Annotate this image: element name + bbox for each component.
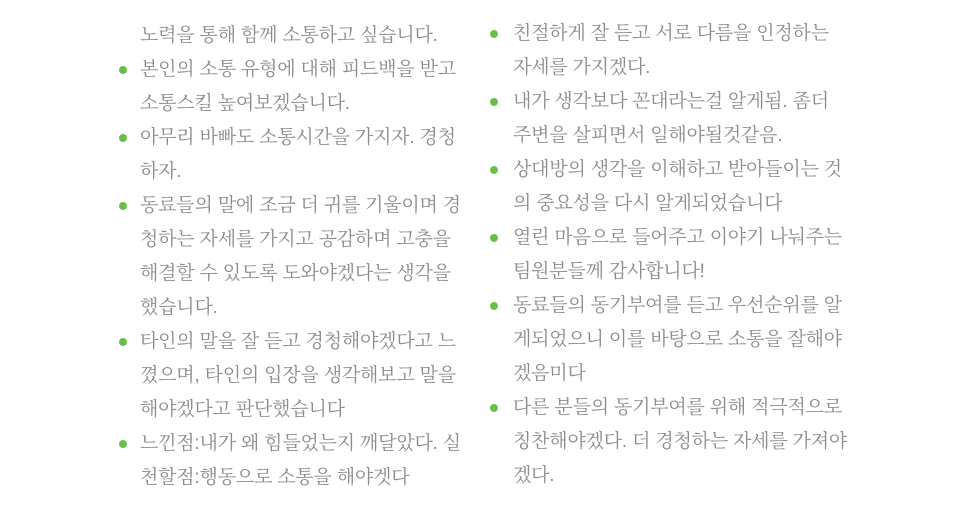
bullet-icon [119, 66, 127, 74]
bullet-icon [119, 440, 127, 448]
feedback-item [513, 289, 849, 391]
feedback-item [140, 189, 472, 325]
feedback-item-text: 내가 생각보다 꼰대라는걸 알게됨. 좀더 주변을 살피면서 일해야될것같음. [513, 91, 829, 146]
bullet-icon [490, 98, 498, 106]
feedback-item [513, 17, 849, 85]
feedback-column-left [140, 19, 472, 495]
feedback-item [513, 221, 849, 289]
bullet-icon [490, 302, 498, 310]
feedback-item-text: 아무리 바빠도 소통시간을 가지자. 경청하자. [140, 127, 456, 182]
feedback-item-text: 열린 마음으로 들어주고 이야기 나눠주는 팀원분들께 감사합니다! [513, 227, 842, 282]
feedback-item [140, 325, 472, 427]
feedback-item [513, 85, 849, 153]
feedback-item-text: 동료들의 동기부여를 듣고 우선순위를 알게되었으니 이를 바탕으로 소통을 잘해야겠음미다 [513, 295, 842, 384]
feedback-item [513, 391, 849, 493]
feedback-item-text: 노력을 통해 함께 소통하고 싶습니다. [140, 25, 438, 46]
feedback-item [140, 19, 472, 53]
bullet-icon [490, 166, 498, 174]
feedback-item-text: 다른 분들의 동기부여를 위해 적극적으로 칭찬해야겠다. 더 경청하는 자세를 가져야겠다. [513, 397, 848, 486]
feedback-item [140, 427, 472, 495]
bullet-icon [119, 338, 127, 346]
bullet-icon [119, 134, 127, 142]
feedback-item-text: 동료들의 말에 조금 더 귀를 기울이며 경청하는 자세를 가지고 공감하며 고충을 해결할 수 있도록 도와야겠다는 생각을 했습니다. [140, 195, 461, 318]
feedback-item [140, 53, 472, 121]
feedback-item-text: 타인의 말을 잘 듣고 경청해야겠다고 느꼈으며, 타인의 입장을 생각해보고 말을 해야겠다고 판단했습니다 [140, 331, 456, 420]
bullet-icon [119, 202, 127, 210]
bullet-icon [490, 30, 498, 38]
feedback-item-text: 느낀점:내가 왜 힘들었는지 깨달았다. 실천할점:행동으로 소통을 해야겟다 [140, 433, 461, 488]
feedback-item-text: 상대방의 생각을 이해하고 받아들이는 것의 중요성을 다시 알게되었습니다 [513, 159, 842, 214]
bullet-icon [490, 404, 498, 412]
feedback-item [513, 153, 849, 221]
feedback-column-right [513, 17, 849, 493]
bullet-icon [490, 234, 498, 242]
feedback-item [140, 121, 472, 189]
feedback-item-text: 친절하게 잘 듣고 서로 다름을 인정하는 자세를 가지겠다. [513, 23, 829, 78]
feedback-item-text: 본인의 소통 유형에 대해 피드백을 받고 소통스킬 높여보겠습니다. [140, 59, 456, 114]
